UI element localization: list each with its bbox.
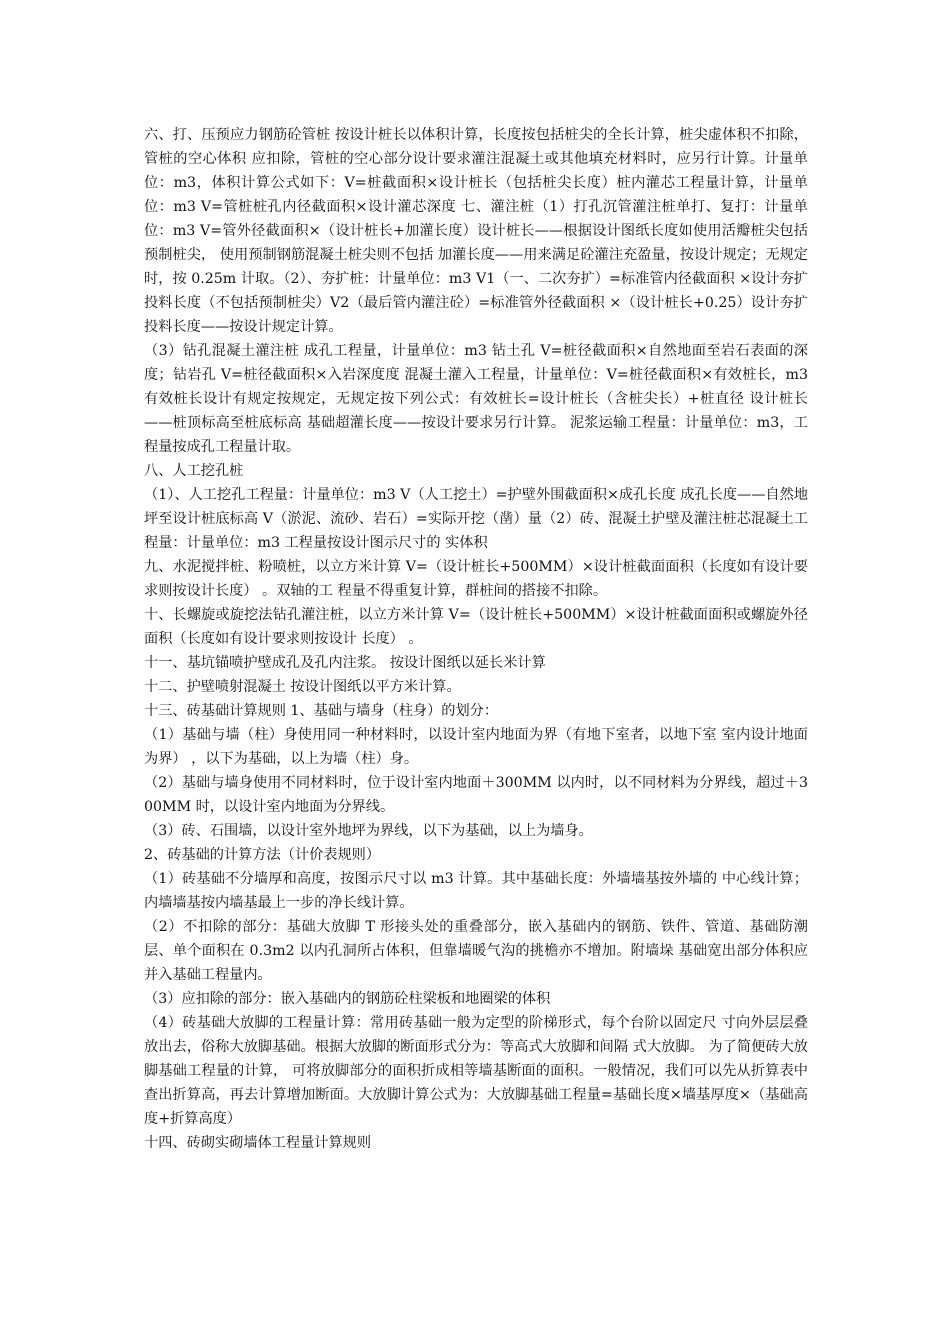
paragraph-not-deducted: （2）不扣除的部分：基础大放脚 T 形接头处的重叠部分，嵌入基础内的钢筋、铁件、管道、基础防潮层、单个面积在 0.3m2 以内孔洞所占体积，但靠墙暖气沟的挑檐亦不增加。附墙垛 基础宽出部分体积应并入基础工程量内。 bbox=[144, 919, 808, 983]
paragraph-wall-shotcrete: 十二、护壁喷射混凝土 按设计图纸以平方米计算。 bbox=[144, 679, 461, 695]
heading-brick-foundation-method: 2、砖基础的计算方法（计价表规则） bbox=[144, 847, 381, 863]
paragraph-piles-precast-and-cast-in-place: 六、打、压预应力钢筋砼管桩 按设计桩长以体积计算，长度按包括桩尖的全长计算，桩尖虚体积不扣除，管桩的空心体积 应扣除，管桩的空心部分设计要求灌注混凝土或其他填充材料时，应另行计算。计量单位：m3，体积计算公式如下：V=桩截面积×设计桩长（包括桩尖长度）桩内灌芯工程量计算，计量单位：m3 V=管桩桩孔内径截面积×设计灌芯深度 七、灌注桩（1）打孔沉管灌注桩单打、复打：计量单位：m3 V=管外径截面积×（设计桩长+加灌长度）设计桩长——根据设计图纸长度如使用活瓣桩尖包括预制桩尖， 使用预制钢筋混凝土桩尖则不包括 加灌长度——用来满足砼灌注充盈量，按设计规定；无规定时，按 0.25m 计取。（2）、夯扩桩：计量单位：m3 V1（一、二次夯扩）=标准管内径截面积 ×设计夯扩投料长度（不包括预制桩尖）V2（最后管内灌注砼）=标准管外径截面积 ×（设计桩长+0.25）设计夯扩投料长度——按设计规定计算。 bbox=[144, 127, 808, 335]
document-page bbox=[144, 123, 808, 1155]
paragraph-large-footing: （4）砖基础大放脚的工程量计算：常用砖基础一般为定型的阶梯形式，每个台阶以固定尺 寸向外层层叠放出去，俗称大放脚基础。根据大放脚的断面形式分为：等高式大放脚和间隔 式大放脚。 为了简便砖大放脚基础工程量的计算， 可将放脚部分的面积折成相等墙基断面的面积。一般情况，我们可以先从折算表中查出折算高，再去计算增加断面。大放脚计算公式为：大放脚基础工程量=基础长度×墙基厚度×（基础高度+折算高度） bbox=[144, 1015, 808, 1127]
paragraph-same-material-division: （1）基础与墙（柱）身使用同一种材料时，以设计室内地面为界（有地下室者，以地下室 室内设计地面为界） ，以下为基础，以上为墙（柱）身。 bbox=[144, 727, 808, 767]
paragraph-deducted: （3）应扣除的部分：嵌入基础内的钢筋砼柱梁板和地圈梁的体积 bbox=[144, 991, 551, 1007]
heading-manual-dug-piles: 八、人工挖孔桩 bbox=[144, 463, 244, 479]
paragraph-different-material-division: （2）基础与墙身使用不同材料时，位于设计室内地面＋300MM 以内时，以不同材料为分界线，超过＋300MM 时，以设计室内地面为分界线。 bbox=[144, 775, 808, 815]
paragraph-long-spiral-piles: 十、长螺旋或旋挖法钻孔灌注桩，以立方米计算 V=（设计桩长+500MM）×设计桩截面面积或螺旋外径面积（长度如有设计要求则按设计 长度） 。 bbox=[144, 607, 808, 647]
paragraph-pit-anchor-shotcrete: 十一、基坑锚喷护壁成孔及孔内注浆。 按设计图纸以延长米计算 bbox=[144, 655, 546, 671]
paragraph-cement-mixing-piles: 九、水泥搅拌桩、粉喷桩，以立方米计算 V=（设计桩长+500MM）×设计桩截面面积（长度如有设计要求则按设计长度） 。双轴的工 程量不得重复计算，群桩间的搭接不扣除。 bbox=[144, 559, 808, 599]
paragraph-manual-dug-piles: （1）、人工挖孔工程量：计量单位：m3 V（人工挖土）=护壁外围截面积×成孔长度 成孔长度——自然地坪至设计桩底标高 V（淤泥、流砂、岩石）=实际开挖（凿）量（2）砖、混凝土护壁及灌注桩芯混凝土工程量：计量单位：m3 工程量按设计图示尺寸的 实体积 bbox=[144, 487, 808, 551]
heading-brick-wall-rules: 十四、砖砌实砌墙体工程量计算规则 bbox=[144, 1135, 372, 1151]
heading-brick-foundation-rules: 十三、砖基础计算规则 1、基础与墙身（柱身）的划分： bbox=[144, 703, 499, 719]
paragraph-bored-piles: （3）钻孔混凝土灌注桩 成孔工程量，计量单位：m3 钻土孔 V=桩径截面积×自然地面至岩石表面的深度；钻岩孔 V=桩径截面积×入岩深度度 混凝土灌入工程量，计量单位：V=桩径截面积×有效桩长，m3 有效桩长设计有规定按规定，无规定按下列公式：有效桩长=设计桩长（含桩尖长）+桩直径 设计桩长——桩顶标高至桩底标高 基础超灌长度——按设计要求另行计算。 泥浆运输工程量：计量单位：m3，工程量按成孔工程量计取。 bbox=[144, 343, 808, 455]
paragraph-foundation-length: （1）砖基础不分墙厚和高度，按图示尺寸以 m3 计算。其中基础长度：外墙墙基按外墙的 中心线计算；内墙墙基按内墙基最上一步的净长线计算。 bbox=[144, 871, 808, 911]
paragraph-fence-walls: （3）砖、石围墙，以设计室外地坪为界线，以下为基础，以上为墙身。 bbox=[144, 823, 593, 839]
